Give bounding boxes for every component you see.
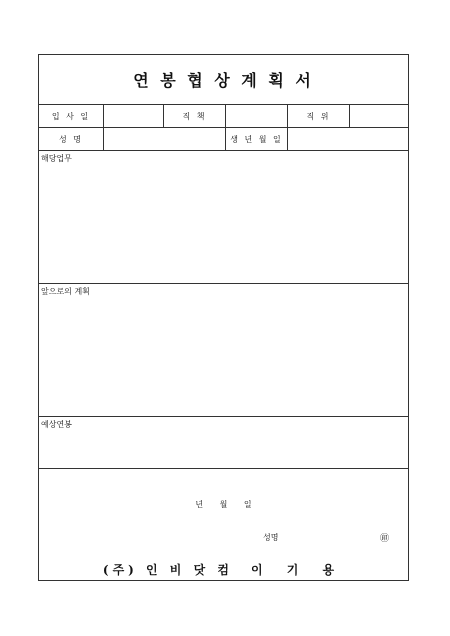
name-label: 성 명 — [59, 134, 83, 144]
birth-date-field[interactable] — [287, 128, 410, 150]
representative-name: 이 기 용 — [250, 563, 345, 577]
position-field[interactable] — [225, 105, 287, 127]
duties-label: 해당업무 — [41, 154, 72, 163]
salary-negotiation-form — [38, 54, 409, 581]
company-name: (주) 인 비 닷 컴 — [102, 563, 233, 577]
join-date-field[interactable] — [103, 105, 163, 127]
company-line — [39, 561, 408, 578]
birth-date-label: 생 년 월 일 — [225, 128, 287, 150]
form-title: 연 봉 협 상 계 획 서 — [39, 55, 408, 105]
info-row-1 — [39, 105, 408, 128]
info-row-2 — [39, 128, 408, 151]
date-line: 년 월 일 — [195, 500, 252, 509]
position-label: 직 책 — [163, 105, 225, 127]
name-field[interactable] — [103, 128, 225, 150]
plan-section[interactable] — [39, 284, 408, 417]
signature-label: 성명 — [263, 533, 279, 542]
rank-label: 직 위 — [287, 105, 349, 127]
salary-label: 예상연봉 — [41, 420, 72, 429]
salary-section[interactable] — [39, 417, 408, 469]
plan-label: 앞으로의 계획 — [41, 287, 90, 296]
seal-mark: ㊞ — [380, 534, 390, 544]
join-date-label: 입 사 일 — [51, 111, 91, 121]
duties-section[interactable] — [39, 151, 408, 284]
rank-field[interactable] — [349, 105, 410, 127]
signature-section — [39, 469, 408, 582]
